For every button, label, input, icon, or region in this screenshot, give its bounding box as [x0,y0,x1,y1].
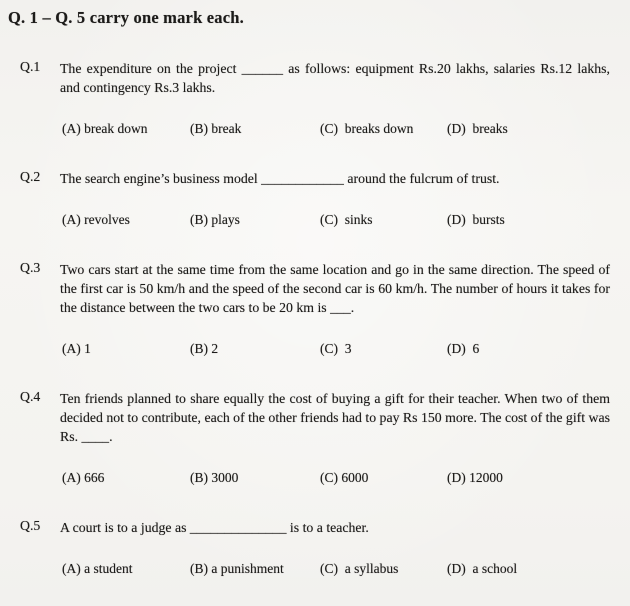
question-block-5 [8,518,610,578]
question-body [60,518,610,578]
option-b: (B) a punishment [190,561,284,576]
question-number: Q.5 [20,518,41,533]
option-d: (D) 12000 [447,470,503,485]
question-text: Two cars start at the same time from the same location and go in the same direction. The speed of the first car is 50 km/h and the speed of the second car is 60 km/h. The number of hours it takes for the distance between the two cars to be 20 km is ___. [60,262,610,315]
options-row [60,119,610,138]
question-block-2 [8,169,610,229]
option-c: (C) sinks [320,212,373,227]
question-block-4 [8,389,610,487]
option-c: (C) breaks down [320,121,414,136]
option-a: (A) break down [62,121,148,136]
question-body [60,389,610,487]
section-header: Q. 1 – Q. 5 carry one mark each. [8,8,244,27]
option-d: (D) bursts [447,212,505,227]
option-d: (D) a school [447,561,518,576]
question-text: The search engine’s business model ____________ around the fulcrum of trust. [60,171,500,186]
option-c: (C) 6000 [320,470,369,485]
option-b: (B) plays [190,212,240,227]
question-block-3 [8,260,610,358]
option-d: (D) breaks [447,121,508,136]
question-text: A court is to a judge as ______________ is to a teacher. [60,520,369,535]
question-text: The expenditure on the project ______ as follows: equipment Rs.20 lakhs, salaries Rs.12 lakhs, and contingency Rs.3 lakhs. [60,61,610,95]
option-a: (A) a student [62,561,133,576]
options-row [60,468,610,487]
question-body [60,59,610,138]
option-d: (D) 6 [447,341,480,356]
option-c: (C) a syllabus [320,561,399,576]
question-body [60,169,610,229]
options-row [60,210,610,229]
option-b: (B) 2 [190,341,219,356]
option-a: (A) 666 [62,470,105,485]
option-b: (B) 3000 [190,470,239,485]
question-text: Ten friends planned to share equally the cost of buying a gift for their teacher. When two of them decided not to contribute, each of the other friends had to pay Rs 150 more. The cost of the gift was Rs. ____. [60,391,610,444]
options-row [60,339,610,358]
question-number: Q.3 [20,260,41,275]
question-block-1 [8,59,610,138]
question-number: Q.4 [20,389,41,404]
question-body [60,260,610,358]
question-number: Q.2 [20,169,41,184]
option-c: (C) 3 [320,341,352,356]
options-row [60,559,610,578]
question-number: Q.1 [20,59,41,74]
option-a: (A) 1 [62,341,91,356]
option-b: (B) break [190,121,242,136]
option-a: (A) revolves [62,212,130,227]
